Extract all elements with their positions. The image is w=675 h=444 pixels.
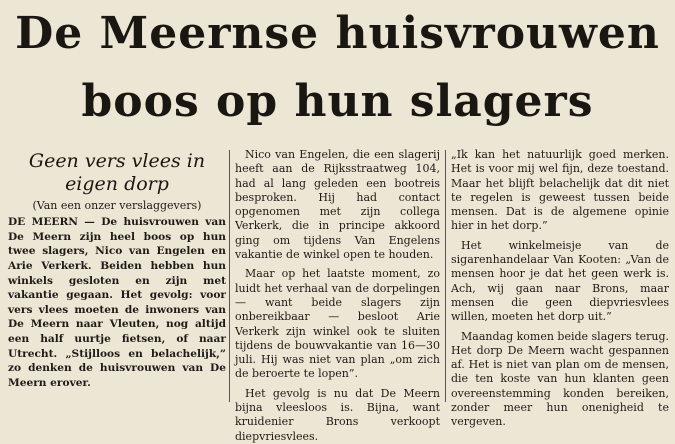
byline: (Van een onzer verslaggevers) bbox=[32, 199, 202, 212]
body-paragraph: Het gevolg is nu dat De Meern bijna vleesloos is. Bijna, want kruidenier Brons verkoopt diepvriesvlees. bbox=[235, 386, 440, 443]
dateline: DE MEERN — bbox=[8, 216, 95, 229]
body-paragraph: Het winkelmeisje van de sigarenhandelaar Van Kooten: „Van de mensen hoor je dat het geen werk is. Ach, wij gaan naar Brons, maar mensen die geen diepvriesvlees willen, moeten het dorp uit.” bbox=[451, 238, 669, 324]
column-rule-right bbox=[445, 150, 446, 402]
body-paragraph: „Ik kan het natuurlijk goed merken. Het is voor mij wel fijn, deze toestand. Maar het blijft belachelijk dat dit niet te regelen is geweest tussen beide mensen. Dat is de algemene opinie hier in het dorp.” bbox=[451, 148, 669, 233]
headline-line-1: De Meernse huisvrouwen bbox=[15, 8, 660, 59]
body-paragraph: Maandag komen beide slagers terug. Het dorp De Meern wacht gespannen af. Het is niet van plan om de mensen, die ten koste van hun klanten geen overeenstemming konden bereiken, zonder meer hun onenigheid te vergeven. bbox=[451, 329, 670, 429]
article-column-1 bbox=[8, 148, 226, 404]
column-rule-left bbox=[229, 150, 230, 402]
lead-text: De huisvrouwen van De Meern zijn heel boos op hun twee slagers, Nico van Engelen en Arie Verkerk. Beiden hebben hun winkels gesloten en zijn met vakantie gegaan. Het gevolg: voor vers vlees moeten de inwoners van De Meern naar Vleuten, nog altijd een half uurtje fietsen, of naar Utrecht. „Stijlloos en belachelijk,” zo denken de huisvrouwen van De Meern erover. bbox=[8, 216, 226, 389]
subheadline: Geen vers vlees in eigen dorp bbox=[28, 150, 206, 195]
body-paragraph: Maar op het laatste moment, zo luidt het verhaal van de dorpelingen — want beide slagers zijn onbereikbaar — besloot Arie Verkerk zijn winkel ook te sluiten tijdens de bouwvakantie van 16—30 juli. Hij was niet van plan „om zich de beroerte te lopen”. bbox=[235, 267, 440, 381]
body-paragraph: Nico van Engelen, die een slagerij heeft aan de Rijksstraatweg 104, had al lang geleden een bootreis besproken. Hij had contact opgenomen met zijn collega Verkerk, die in principe akkoord ging om tijdens Van Engelens vakantie de winkel open te houden. bbox=[235, 148, 440, 262]
lead-paragraph bbox=[8, 215, 226, 390]
article-column-3 bbox=[451, 148, 670, 429]
article-column-2 bbox=[235, 148, 440, 443]
headline-line-2: boos op hun slagers bbox=[81, 76, 594, 127]
